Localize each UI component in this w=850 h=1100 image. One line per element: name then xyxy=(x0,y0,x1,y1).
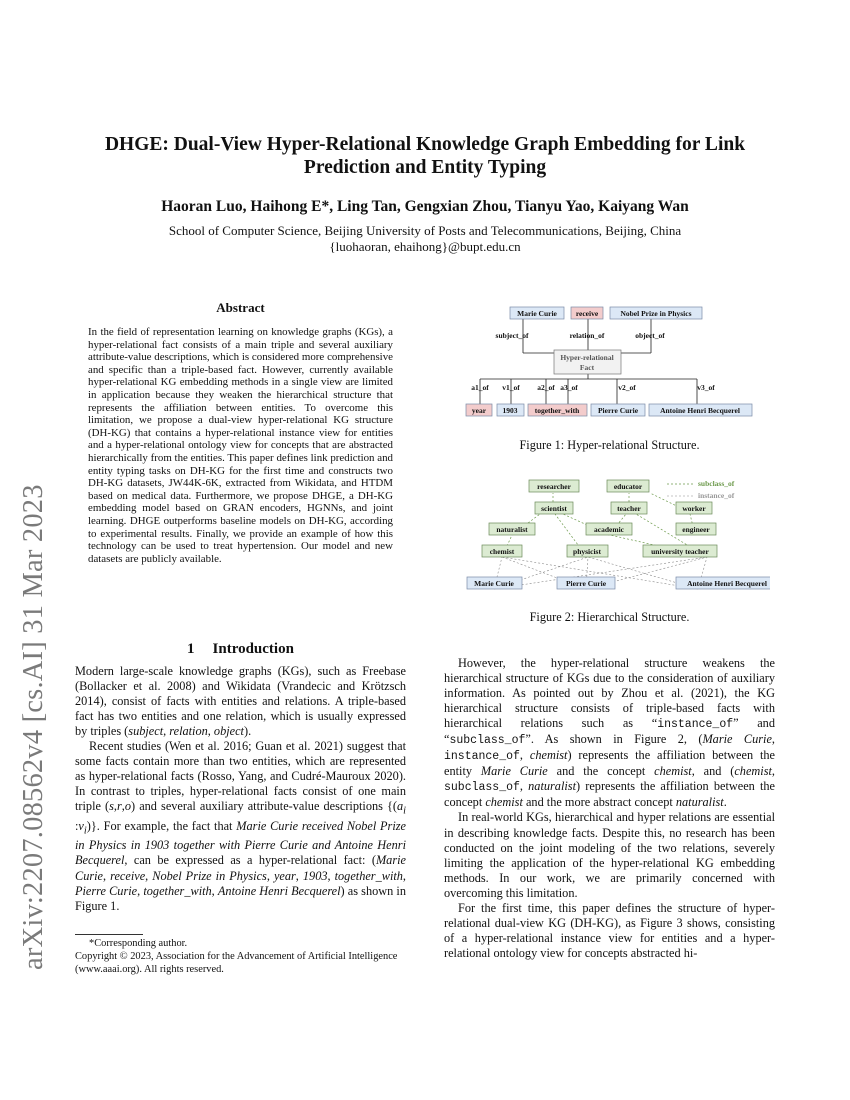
fig1-edge-object-of: object_of xyxy=(635,331,665,340)
fig2-node-educator: educator xyxy=(613,482,643,491)
copyright-note: Copyright © 2023, Association for the Advancement of Artificial Intelligence (www.aaai.org). All rights reserved. xyxy=(75,951,398,976)
affiliation-emails: {luohaoran, ehaihong}@bupt.edu.cn xyxy=(329,238,521,254)
fig2-node-chemist: chemist xyxy=(489,547,515,556)
fig2-node-university-teacher: university teacher xyxy=(651,547,709,556)
fig2-node-antoine: Antoine Henri Becquerel xyxy=(687,579,767,588)
corresponding-note: *Corresponding author. xyxy=(89,938,188,949)
paper-title: DHGE: Dual-View Hyper-Relational Knowledge Graph Embedding for Link Prediction and Entity Typing xyxy=(104,134,746,178)
fig1-node-pierre-curie: Pierre Curie xyxy=(597,406,639,415)
fig2-node-pierre-curie: Pierre Curie xyxy=(565,579,607,588)
fig1-edge-a2: a2_of xyxy=(537,383,555,392)
fig1-fact-line1: Hyper-relational xyxy=(560,353,614,362)
footnote xyxy=(75,937,410,977)
fig1-node-receive: receive xyxy=(575,309,599,318)
fig1-edge-a1: a1_of xyxy=(471,383,489,392)
figure-1-caption: Figure 1: Hyper-relational Structure. xyxy=(519,438,700,452)
fig2-node-marie-curie: Marie Curie xyxy=(474,579,514,588)
fig1-edge-relation-of: relation_of xyxy=(569,331,605,340)
fig1-node-year: year xyxy=(471,406,487,415)
affiliation-school: School of Computer Science, Beijing University of Posts and Telecommunications, Beijing, China xyxy=(168,223,682,238)
abstract-text: In the field of representation learning on knowledge graphs (KGs), a hyper-relational fact consists of a main triple and several auxiliary attribute-value descriptions, which is considered more comprehensive and specific than a triple-based fact. However, currently available hyper-relational KG embedding methods in a single view are limited in application because they weaken the hierarchical structure that represents the affiliation between entities. To overcome this limitation, we propose a dual-view hyper-relational KG structure (DH-KG) that contains a hyper-relational instance view for entities and a hyper-relational ontology view for concepts that are abstracted hierarchically from the entities. This paper defines link prediction and entity typing tasks on DH-KG for the first time and constructs two DH-KG datasets, JW44K-6K, extracted from Wikidata, and HTDM based on medical data. Furthermore, we propose DHGE, a DH-KG embedding model based on GRAN encoders, HGNNs, and joint learning. DHGE outperforms baseline models on DH-KG, according to experimental results. Finally, we provide an example of how this technology can be used to treat hypertension. Our model and new datasets are publicly available. xyxy=(88,326,393,565)
abstract-heading: Abstract xyxy=(216,300,265,315)
figure-1-diagram xyxy=(460,300,760,422)
section-heading xyxy=(75,641,406,658)
fig1-edge-v2: v2_of xyxy=(618,383,636,392)
fig1-node-marie-curie: Marie Curie xyxy=(517,309,557,318)
fig2-node-physicist: physicist xyxy=(573,547,601,556)
section-title: Introduction xyxy=(212,641,294,657)
fig1-edge-v3: v3_of xyxy=(697,383,715,392)
fig2-node-worker: worker xyxy=(682,504,706,513)
figure-2-diagram xyxy=(460,474,770,596)
fig2-node-academic: academic xyxy=(594,525,624,534)
fig1-node-together-with: together_with xyxy=(534,406,580,415)
paragraph: However, the hyper-relational structure weakens the hierarchical structure of KGs due to the consideration of auxiliary information. As pointed out by Zhou et al. (2021), the KG hierarchical structure consists of triple-based facts with hierarchical relations such as “instance_of” and “subclass_of”. As shown in Figure 2, (Marie Curie, instance_of, chemist) represents the affiliation between the entity Marie Curie and the concept chemist, and (chemist, subclass_of, naturalist) represents the affiliation between the concept chemist and the more abstract concept naturalist. xyxy=(444,656,776,810)
fig2-node-naturalist: naturalist xyxy=(496,525,528,534)
paragraph: Recent studies (Wen et al. 2016; Guan et al. 2021) suggest that some facts contain more than two entities, which are represented as hyper-relational facts (Rosso, Yang, and Cudré-Mauroux 2020). In contrast to triples, hyper-relational facts consist of one main triple (s,r,o) and several auxiliary attribute-value descriptions {($a_i$ $:v_i$)}. For example, the fact that Marie Curie received Nobel Prize in Physics in 1903 together with Pierre Curie and Antoine Henri Becquerel, can be expressed as a hyper-relational fact: (Marie Curie, receive, Nobel Prize in Physics, year, 1903, together_with, Pierre Curie, together_with, Antoine Henri Becquerel) as shown in Figure 1. xyxy=(75,739,407,913)
fig2-node-scientist: scientist xyxy=(541,504,567,513)
affiliation xyxy=(75,223,775,254)
fig1-node-antoine: Antoine Henri Becquerel xyxy=(660,406,740,415)
fig2-node-teacher: teacher xyxy=(617,504,641,513)
fig1-edge-v1: v1_of xyxy=(502,383,520,392)
fig1-node-1903: 1903 xyxy=(502,406,518,415)
arxiv-identifier: arXiv:2207.08562v4 [cs.AI] 31 Mar 2023 xyxy=(18,484,49,970)
fig1-edge-a3: a3_of xyxy=(560,383,578,392)
fig2-legend-subclass: subclass_of xyxy=(698,479,735,488)
fig2-node-engineer: engineer xyxy=(682,525,710,534)
paragraph: In real-world KGs, hierarchical and hyper relations are essential in describing knowledge facts. Despite this, no research has been conducted on the joint modeling of the two relations, severely limiting the application of the hyper-relational KG embedding methods. In our work, we are primarily concerned with overcoming this limitation. xyxy=(444,810,775,900)
figure-2-caption: Figure 2: Hierarchical Structure. xyxy=(529,610,690,624)
paragraph: For the first time, this paper defines the structure of hyper-relational dual-view KG (DH-KG), as Figure 3 shows, consisting of a hyper-relational instance view for entities and a hyper-relational ontology view for concepts abstracted hi- xyxy=(444,900,775,960)
paragraph: Modern large-scale knowledge graphs (KGs), such as Freebase (Bollacker et al. 2008) and Wikidata (Vrandecic and Krötzsch 2014), consist of facts with entities and relations. A triple-based fact has two entities and one relation, which is usually expressed by triples (subject, relation, object). xyxy=(75,664,406,739)
section-number: 1 xyxy=(187,641,195,657)
fig1-edge-subject-of: subject_of xyxy=(495,331,529,340)
intro-right-column xyxy=(444,656,775,961)
fig2-legend-instance: instance_of xyxy=(698,491,735,500)
fig1-node-nobel-prize: Nobel Prize in Physics xyxy=(620,309,692,318)
intro-left-column xyxy=(75,664,406,914)
footnote-rule xyxy=(75,934,143,935)
fig1-fact-line2: Fact xyxy=(579,363,595,372)
author-list: Haoran Luo, Haihong E*, Ling Tan, Gengxian Zhou, Tianyu Yao, Kaiyang Wan xyxy=(161,198,689,215)
fig2-node-researcher: researcher xyxy=(537,482,571,491)
